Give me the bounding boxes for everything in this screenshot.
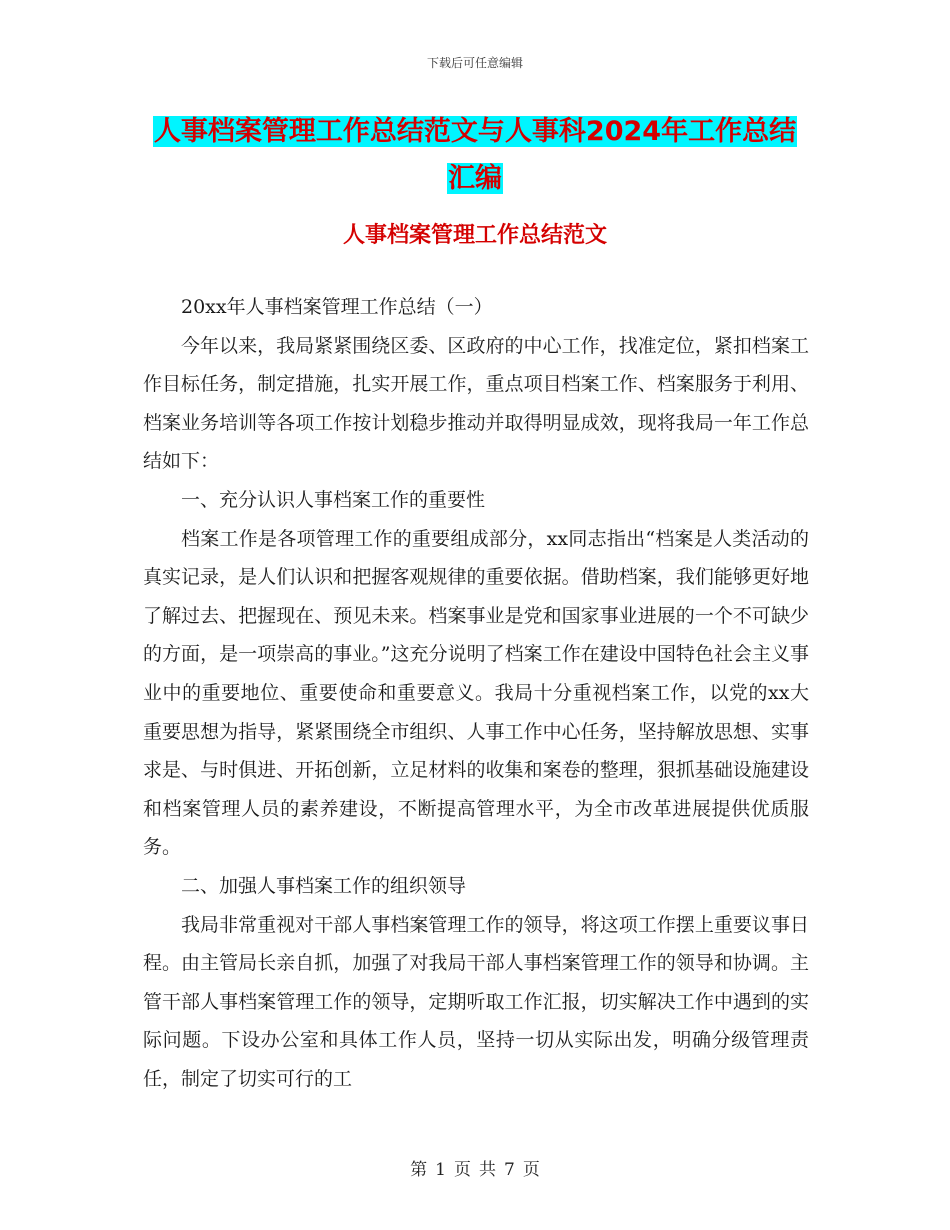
footer-total-pages: 7: [504, 1160, 515, 1180]
paragraph-2: 我局非常重视对干部人事档案管理工作的领导，将这项工作摆上重要议事日程。由主管局长亲自抓，加强了对我局干部人事档案管理工作的领导和协调。主管干部人事档案管理工作的领导，定期听取工作汇报，切实解决工作中遇到的实际问题。下设办公室和具体工作人员，坚持一切从实际出发，明确分级管理责任，制定了切实可行的工: [143, 913, 809, 1090]
heading-2: 二、加强人事档案工作的组织领导: [181, 874, 467, 897]
paragraph-subtitle: 20xx年人事档案管理工作总结（一）: [181, 296, 493, 318]
footer-page-number: 1: [435, 1160, 446, 1180]
paragraph-intro: 今年以来，我局紧紧围绕区委、区政府的中心工作，找准定位，紧扣档案工作目标任务，制定措施，扎实开展工作，重点项目档案工作、档案服务于利用、档案业务培训等各项工作按计划稳步推动并取得明显成效，现将我局一年工作总结如下：: [143, 334, 809, 473]
footer-word-ye: 页: [454, 1160, 471, 1180]
document-title: [0, 108, 950, 202]
footer-word-ye-2: 页: [522, 1160, 540, 1180]
header-note: 下载后可任意编辑: [426, 56, 523, 70]
footer-word-di: 第: [410, 1160, 428, 1180]
page-footer: [0, 1155, 950, 1180]
section-title: 人事档案管理工作总结范文: [342, 223, 607, 248]
document-body: [143, 288, 809, 1098]
footer-word-gong: 共: [479, 1160, 496, 1180]
title-line-1: 人事档案管理工作总结范文与人事科2024年工作总结: [153, 116, 797, 147]
title-line-2: 汇编: [448, 163, 502, 194]
heading-1: 一、充分认识人事档案工作的重要性: [181, 488, 486, 511]
paragraph-1: 档案工作是各项管理工作的重要组成部分，xx同志指出“档案是人类活动的真实记录，是人们认识和把握客观规律的重要依据。借助档案，我们能够更好地了解过去、把握现在、预见未来。档案事业是党和国家事业进展的一个不可缺少的方面，是一项崇高的事业。”这充分说明了档案工作在建设中国特色社会主义事业中的重要地位、重要使命和重要意义。我局十分重视档案工作，以党的xx大重要思想为指导，紧紧围绕全市组织、人事工作中心任务，坚持解放思想、实事求是、与时俱进、开拓创新，立足材料的收集和案卷的整理，狠抓基础设施建设和档案管理人员的素养建设，不断提高管理水平，为全市改革进展提供优质服务。: [143, 527, 809, 859]
